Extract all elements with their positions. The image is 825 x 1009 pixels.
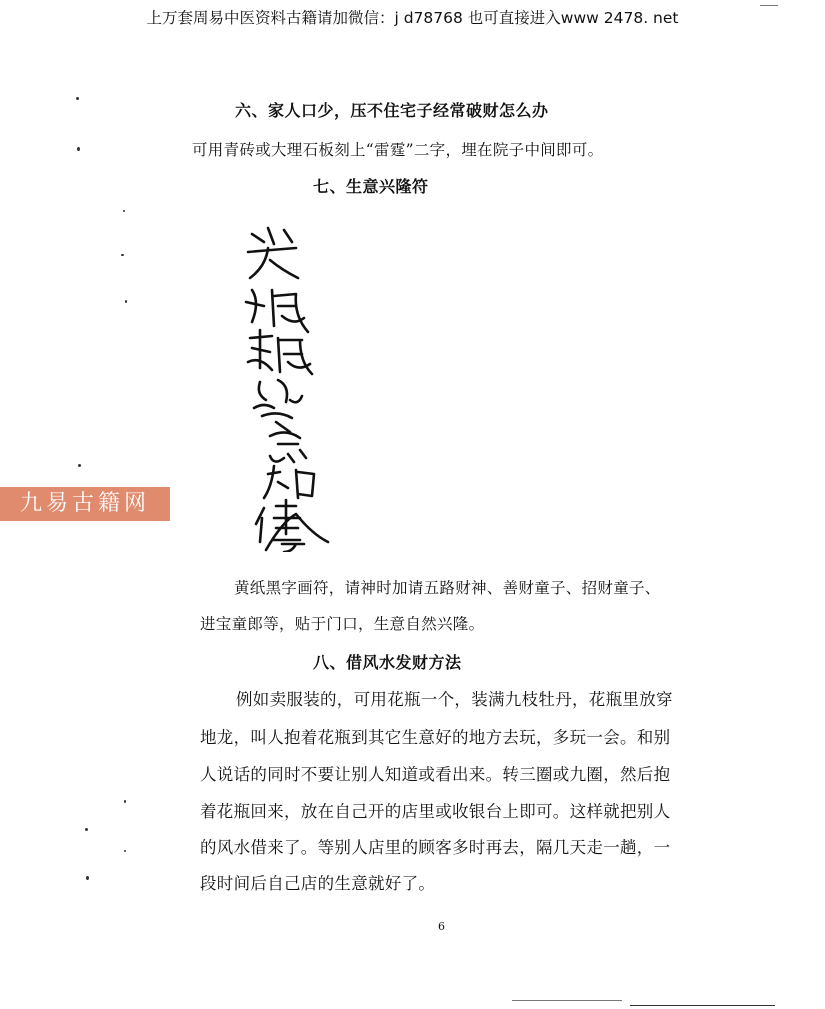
- scan-speck: [125, 300, 127, 303]
- section-6-heading: 六、家人口少，压不住宅子经常破财怎么办: [235, 101, 549, 120]
- scan-speck: [77, 147, 80, 151]
- bottom-dash: [512, 1000, 622, 1001]
- scan-speck: [85, 828, 88, 831]
- section-6-text: 可用青砖或大理石板刻上“雷霆”二字，埋在院子中间即可。: [192, 141, 604, 159]
- scan-speck: [124, 850, 126, 852]
- page-number: 6: [438, 920, 445, 933]
- section-7-line-1: 黄纸黑字画符，请神时加请五路财神、善财童子、招财童子、: [234, 579, 661, 597]
- corner-mark: [760, 5, 778, 6]
- scan-speck: [86, 876, 89, 880]
- scan-speck: [124, 800, 126, 803]
- scan-speck: [121, 254, 124, 256]
- section-8-line-6: 段时间后自己店的生意就好了。: [200, 874, 436, 893]
- section-8-heading: 八、借风水发财方法: [313, 653, 462, 672]
- scan-speck: [78, 464, 81, 467]
- bottom-rule: [630, 1005, 775, 1006]
- section-8-line-4: 着花瓶回来，放在自己开的店里或收银台上即可。这样就把别人: [200, 802, 671, 821]
- section-8-line-3: 人说话的同时不要让别人知道或看出来。转三圈或九圈，然后抱: [200, 765, 671, 784]
- section-8-line-1: 例如卖服装的，可用花瓶一个，装满九枝牡丹，花瓶里放穿: [236, 690, 673, 709]
- scan-speck: [123, 210, 125, 212]
- talisman-drawing: [238, 222, 338, 552]
- watermark-badge: 九易古籍网: [0, 487, 170, 521]
- section-7-heading: 七、生意兴隆符: [313, 177, 429, 196]
- top-banner: 上万套周易中医资料古籍请加微信：j d78768 也可直接进入www 2478. net: [146, 9, 679, 27]
- section-8-line-2: 地龙，叫人抱着花瓶到其它生意好的地方去玩，多玩一会。和别: [200, 728, 671, 747]
- section-8-line-5: 的风水借来了。等别人店里的顾客多时再去，隔几天走一趟，一: [200, 838, 671, 857]
- section-7-line-2: 进宝童郎等，贴于门口，生意自然兴隆。: [200, 615, 485, 633]
- scan-speck: [76, 97, 79, 100]
